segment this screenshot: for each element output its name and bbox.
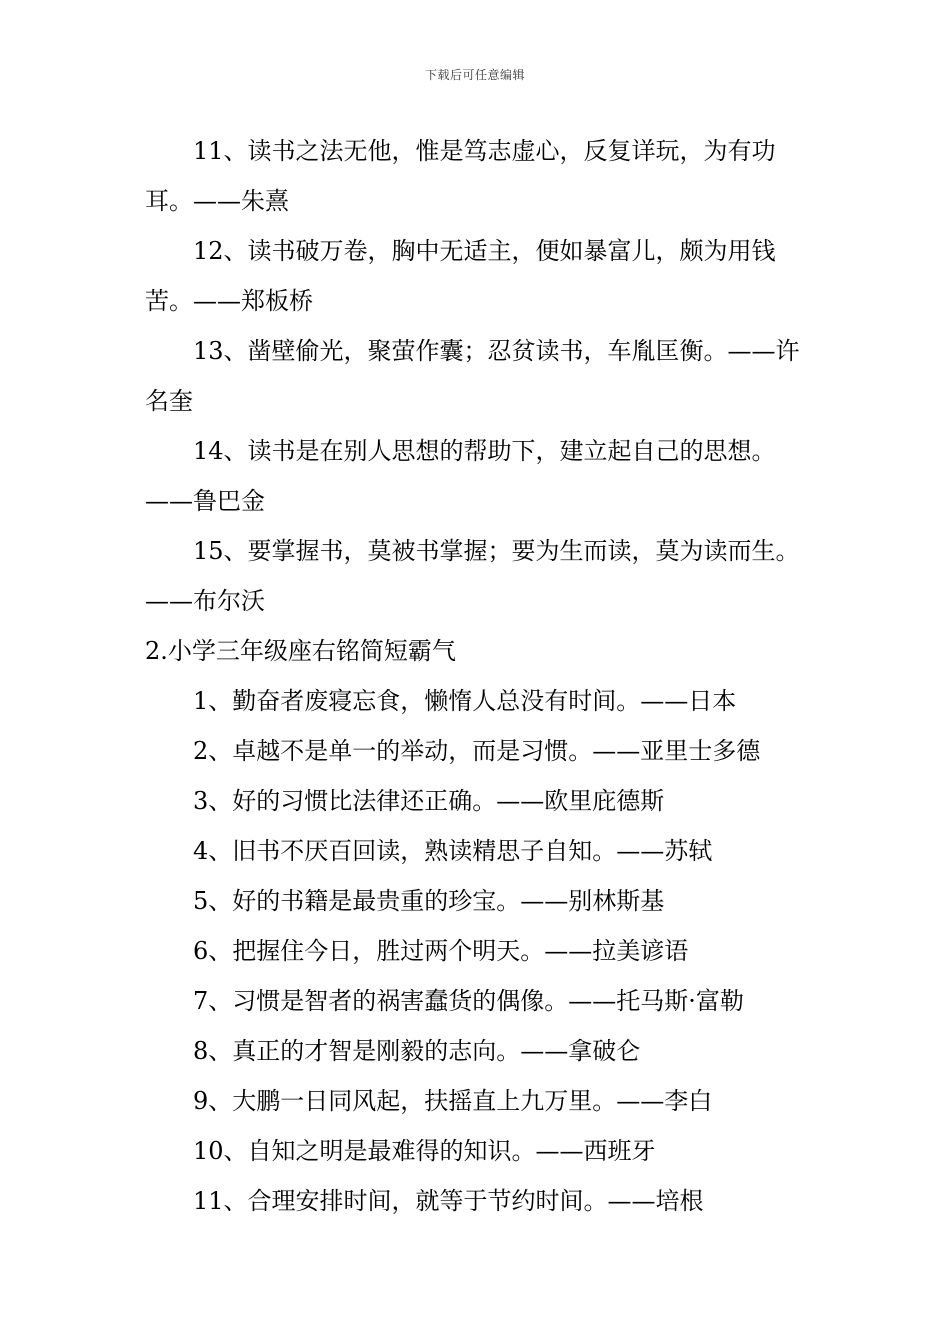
quote-item: 7、习惯是智者的祸害蠢货的偶像。——托马斯·富勒	[193, 987, 744, 1015]
quote-item: 6、把握住今日，胜过两个明天。——拉美谚语	[193, 937, 689, 965]
quote-item: 10、自知之明是最难得的知识。——西班牙	[193, 1137, 656, 1165]
section-heading: 2.小学三年级座右铭简短霸气	[145, 637, 456, 665]
quote-item: 11、合理安排时间，就等于节约时间。——培根	[193, 1187, 704, 1215]
page-header: 下载后可任意编辑	[424, 68, 525, 82]
quote-paragraph: 12、读书破万卷，胸中无适主，便如暴富儿，颇为用钱苦。——郑板桥	[145, 237, 776, 315]
document-body	[145, 126, 815, 1226]
quote-item: 8、真正的才智是刚毅的志向。——拿破仑	[193, 1037, 641, 1065]
quote-item: 4、旧书不厌百回读，熟读精思子自知。——苏轼	[193, 837, 713, 865]
quote-item: 2、卓越不是单一的举动，而是习惯。——亚里士多德	[193, 737, 761, 765]
quote-item: 9、大鹏一日同风起，扶摇直上九万里。——李白	[193, 1087, 713, 1115]
quote-paragraph: 13、凿壁偷光，聚萤作囊；忍贫读书，车胤匡衡。——许名奎	[145, 337, 800, 415]
quote-item: 3、好的习惯比法律还正确。——欧里庇德斯	[193, 787, 665, 815]
quote-paragraph: 15、要掌握书，莫被书掌握；要为生而读，莫为读而生。——布尔沃	[145, 537, 800, 615]
quote-paragraph: 14、读书是在别人思想的帮助下，建立起自己的思想。——鲁巴金	[145, 437, 776, 515]
quote-item: 1、勤奋者废寝忘食，懒惰人总没有时间。——日本	[193, 687, 737, 715]
quote-paragraph: 11、读书之法无他，惟是笃志虚心，反复详玩，为有功耳。——朱熹	[145, 137, 776, 215]
quote-item: 5、好的书籍是最贵重的珍宝。——别林斯基	[193, 887, 665, 915]
